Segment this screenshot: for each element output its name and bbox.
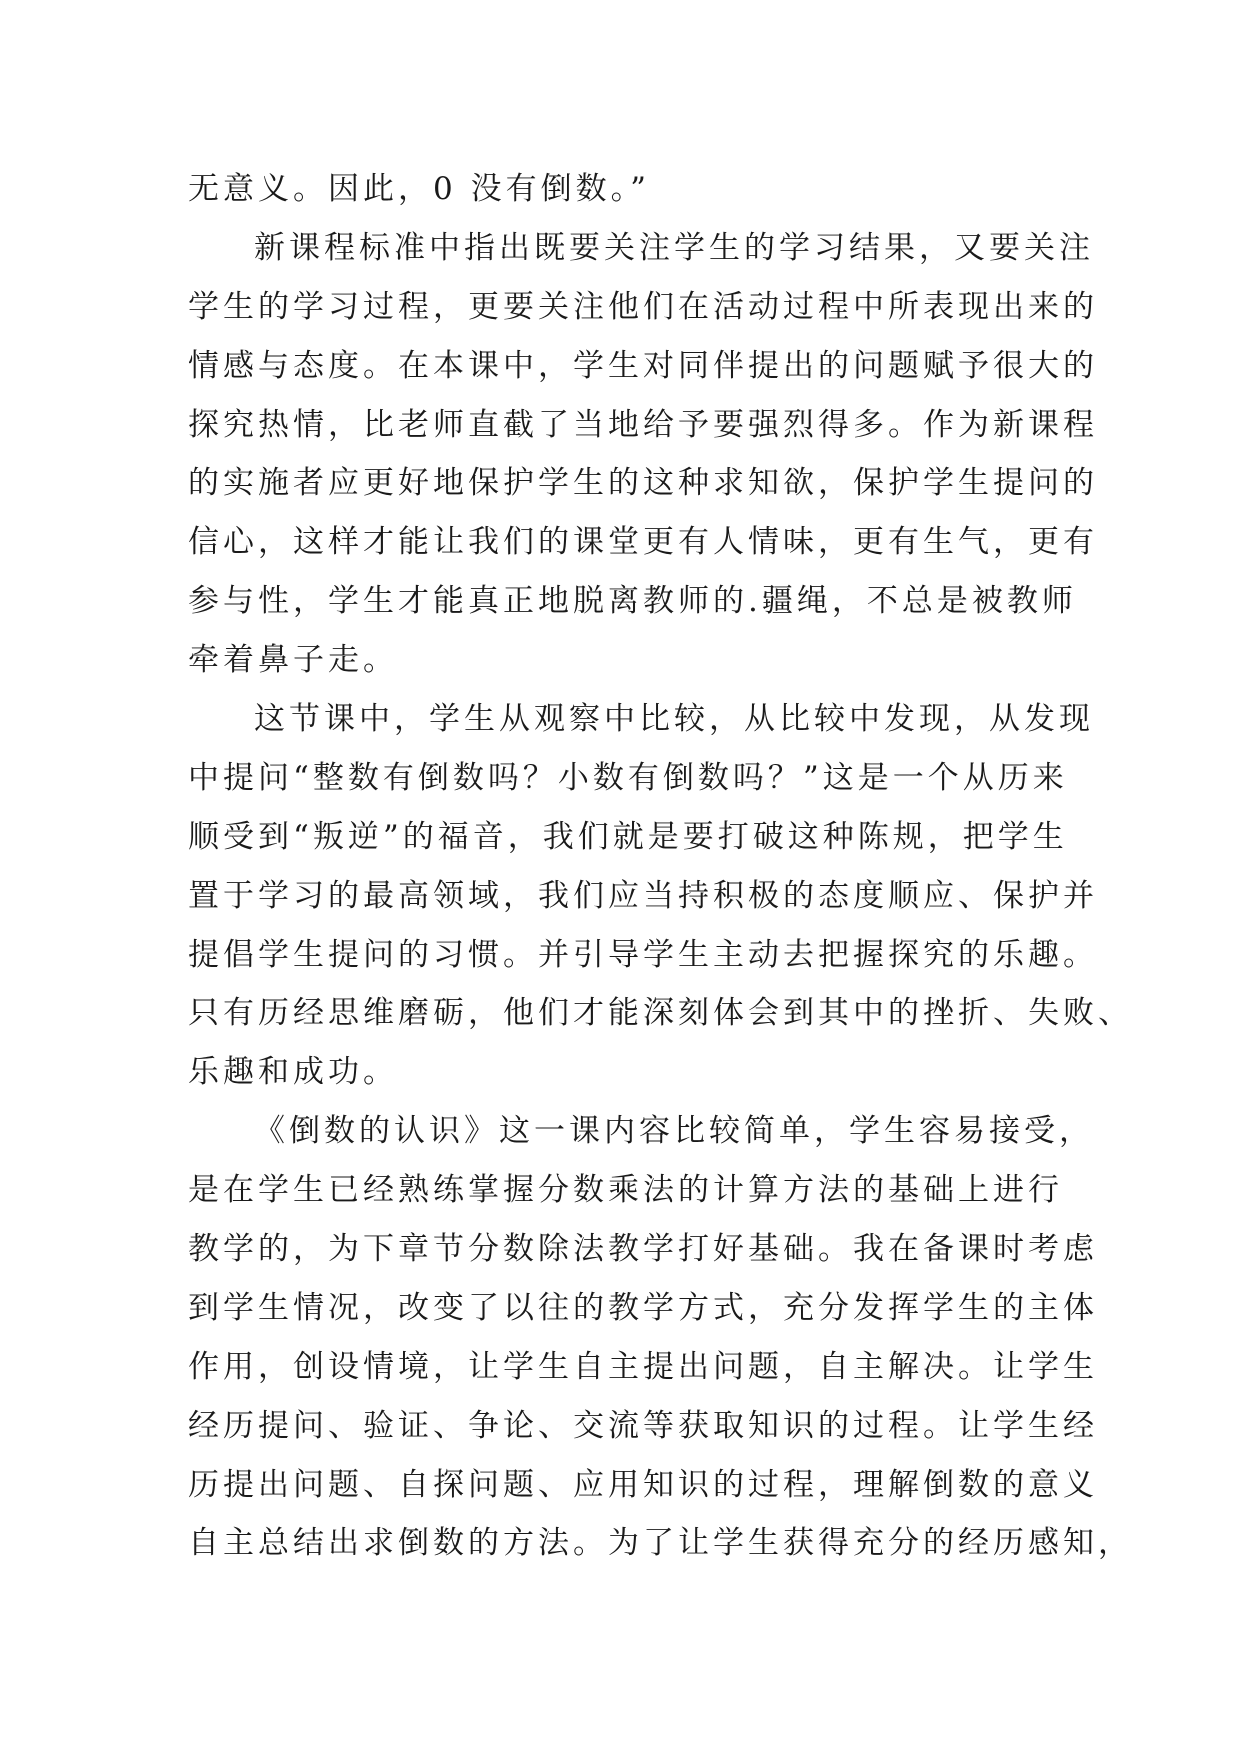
- text-line: 信心，这样才能让我们的课堂更有人情味，更有生气，更有: [188, 524, 1098, 561]
- text-line: 是在学生已经熟练掌握分数乘法的计算方法的基础上进行: [188, 1172, 1063, 1209]
- text-line: 顺受到“叛逆”的福音，我们就是要打破这种陈规，把学生: [188, 818, 1068, 855]
- text-line: 提倡学生提问的习惯。并引导学生主动去把握探究的乐趣。: [188, 936, 1098, 973]
- paragraph-start-line: 新课程标准中指出既要关注学生的学习结果，又要关注: [254, 229, 1094, 266]
- text-line: 自主总结出求倒数的方法。为了让学生获得充分的经历感知，: [188, 1525, 1133, 1562]
- text-line: 作用，创设情境，让学生自主提出问题，自主解决。让学生: [188, 1348, 1098, 1385]
- text-line: 中提问“整数有倒数吗？小数有倒数吗？”这是一个从历来: [188, 759, 1068, 796]
- text-line: 情感与态度。在本课中，学生对同伴提出的问题赋予很大的: [188, 347, 1098, 384]
- text-line: 只有历经思维磨砺，他们才能深刻体会到其中的挫折、失败、: [188, 995, 1133, 1032]
- paragraph-start-line: 《倒数的认识》这一课内容比较简单，学生容易接受，: [254, 1113, 1094, 1150]
- text-line: 经历提问、验证、争论、交流等获取知识的过程。让学生经: [188, 1407, 1098, 1444]
- text-line: 无意义。因此，0 没有倒数。”: [188, 171, 650, 207]
- text-line: 探究热情，比老师直截了当地给予要强烈得多。作为新课程: [188, 406, 1098, 443]
- text-line: 牵着鼻子走。: [188, 642, 398, 679]
- text-line: 乐趣和成功。: [188, 1054, 398, 1091]
- text-line: 置于学习的最高领域，我们应当持积极的态度顺应、保护并: [188, 877, 1098, 914]
- text-line: 教学的，为下章节分数除法教学打好基础。我在备课时考虑: [188, 1231, 1098, 1268]
- text-line: 历提出问题、自探问题、应用知识的过程，理解倒数的意义: [188, 1466, 1098, 1503]
- text-line: 的实施者应更好地保护学生的这种求知欲，保护学生提问的: [188, 465, 1098, 502]
- text-line: 学生的学习过程，更要关注他们在活动过程中所表现出来的: [188, 288, 1098, 325]
- body-text: [188, 160, 1133, 1573]
- text-line: 到学生情况，改变了以往的教学方式，充分发挥学生的主体: [188, 1289, 1098, 1326]
- paragraph-start-line: 这节课中，学生从观察中比较，从比较中发现，从发现: [254, 701, 1094, 738]
- text-line: 参与性，学生才能真正地脱离教师的.疆绳，不总是被教师: [188, 583, 1077, 620]
